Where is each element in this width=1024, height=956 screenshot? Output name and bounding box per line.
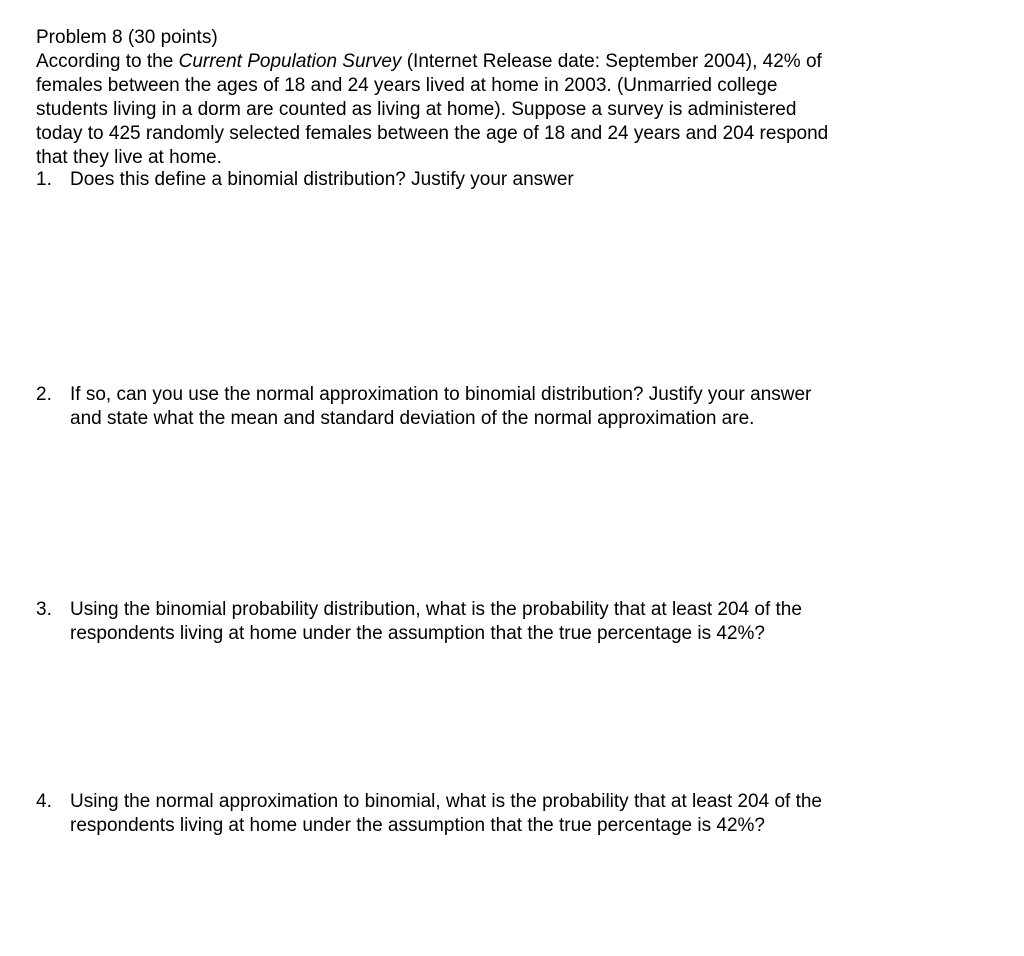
question-1 [36, 168, 916, 192]
intro-line-1-prefix: According to the [36, 51, 179, 72]
question-4-line-2: respondents living at home under the assumption that the true percentage is 42%? [70, 815, 765, 836]
question-1-line-1: Does this define a binomial distribution? Justify your answer [70, 169, 574, 190]
intro-line-4: today to 425 randomly selected females between the age of 18 and 24 years and 204 respond [36, 123, 829, 144]
question-2-line-2: and state what the mean and standard deviation of the normal approximation are. [70, 408, 755, 429]
question-4-line-1: Using the normal approximation to binomial, what is the probability that at least 204 of the [70, 791, 822, 812]
intro-line-2: females between the ages of 18 and 24 years lived at home in 2003. (Unmarried college [36, 75, 778, 96]
intro-line-5: that they live at home. [36, 147, 222, 168]
problem-intro [36, 50, 916, 170]
question-3-line-1: Using the binomial probability distribution, what is the probability that at least 204 of the [70, 599, 802, 620]
problem-title: Problem 8 (30 points) [36, 27, 218, 48]
question-3-line-2: respondents living at home under the assumption that the true percentage is 42%? [70, 623, 765, 644]
question-1-number: 1. [36, 169, 52, 190]
question-2 [36, 383, 916, 431]
question-3-number: 3. [36, 599, 52, 620]
intro-line-1 [36, 50, 916, 74]
question-3 [36, 598, 916, 646]
question-4-number: 4. [36, 791, 52, 812]
question-2-text [70, 383, 916, 431]
question-4-text [70, 790, 916, 838]
intro-line-3: students living in a dorm are counted as living at home). Suppose a survey is administered [36, 99, 797, 120]
source-name: Current Population Survey [178, 51, 402, 72]
question-3-text [70, 598, 916, 646]
question-2-line-1: If so, can you use the normal approximation to binomial distribution? Justify your answer [70, 384, 812, 405]
question-1-text [70, 168, 916, 192]
question-2-number: 2. [36, 384, 52, 405]
intro-line-1-suffix: (Internet Release date: September 2004), 42% of [401, 51, 822, 72]
question-4 [36, 790, 916, 838]
